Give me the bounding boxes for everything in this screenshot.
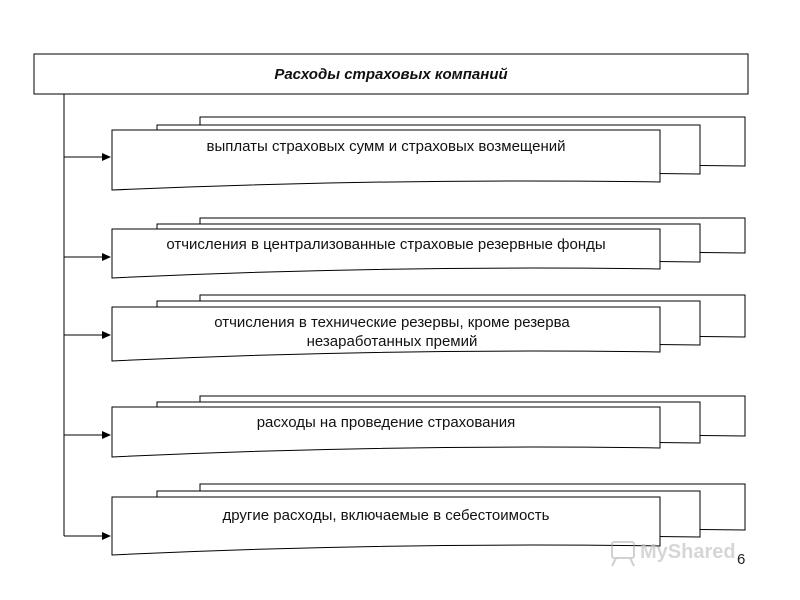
item-label-5: другие расходы, включаемые в себестоимость [222, 507, 550, 524]
item-label-4: расходы на проведение страхования [256, 414, 516, 431]
page-number: 6 [737, 551, 746, 568]
item-label-2: отчисления в централизованные страховые резервные фонды [166, 236, 606, 253]
item-label-1: выплаты страховых сумм и страховых возмещений [206, 138, 566, 155]
item-label-3: отчисления в технические резервы, кроме резерва незаработанных премий [214, 314, 570, 350]
watermark-text: MyShared [640, 541, 736, 563]
diagram-title: Расходы страховых компаний [274, 65, 508, 83]
